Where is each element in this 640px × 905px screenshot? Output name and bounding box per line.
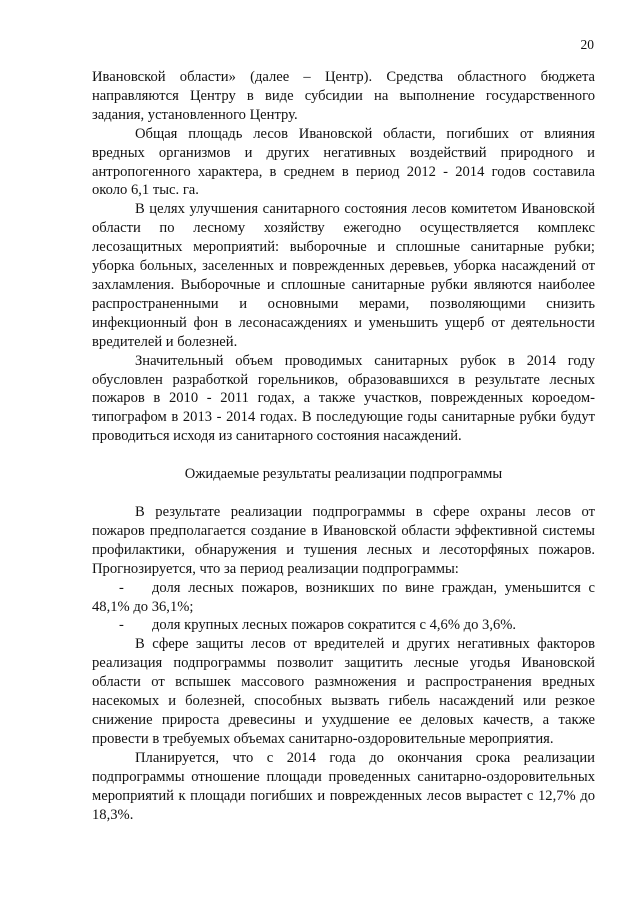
- list-item-text: доля лесных пожаров, возникших по вине граждан, уменьшится с 48,1% до 36,1%;: [92, 579, 595, 615]
- paragraph-sanitary-measures: В целях улучшения санитарного состояния лесов комитетом Ивановской области по лесному хозяйству ежегодно осуществляется комплекс лесозащитных мероприятий: выборочные и сплошные санитарные рубки; уборка больных, заселенных и поврежденных деревьев, уборка насаждений от захламления. Выборочные и сплошные санитарные рубки являются наиболее распространенными и основными мерами, позволяющими снизить инфекционный фон в лесонасаждениях и уменьшить ущерб от деятельности вредителей и болезней.: [92, 201, 595, 350]
- paragraph-planned-ratio: Планируется, что с 2014 года до окончания срока реализации подпрограммы отношение площади проведенных санитарно-оздоровительных мероприятий к площади погибших и поврежденных лесов вырастет с 12,7% до 18,3%.: [92, 749, 595, 823]
- paragraph-forest-area: Общая площадь лесов Ивановской области, погибших от влияния вредных организмов и других негативных воздействий природного и антропогенного характера, в среднем в период 2012 - 2014 годов составила около 6,1 тыс. га.: [92, 125, 595, 199]
- paragraph-pest-protection: В сфере защиты лесов от вредителей и других негативных факторов реализация подпрограммы позволит защитить лесные угодья Ивановской области от вспышек массового размножения и распространения вредных насекомых и болезней, способных вызвать гибель насаждений или резкое снижение прироста древесины и ухудшение ее деловых качеств, а также провести в требуемых объемах санитарно-оздоровительные мероприятия.: [92, 636, 595, 747]
- page-number: 20: [580, 37, 594, 52]
- paragraph-sanitary-cutting-volume: Значительный объем проводимых санитарных рубок в 2014 году обусловлен разработкой горельников, образовавшихся в результате лесных пожаров в 2010 - 2011 годах, а также участков, поврежденных короедом-типографом в 2013 - 2014 годах. В последующие годы санитарные рубки будут проводиться исходя из санитарного состояния насаждений.: [92, 352, 595, 445]
- section-heading: Ожидаемые результаты реализации подпрограммы: [184, 466, 503, 483]
- document-body: [92, 68, 595, 824]
- list-item-text: доля крупных лесных пожаров сократится с 4,6% до 3,6%.: [152, 617, 517, 634]
- paragraph-fire-protection: В результате реализации подпрограммы в сфере охраны лесов от пожаров предполагается создание в Ивановской области эффективной системы профилактики, обнаружения и тушения лесных и лесоторфяных пожаров. Прогнозируется, что за период реализации подпрограммы:: [92, 504, 595, 577]
- list-item: [92, 616, 595, 635]
- list-marker: -: [119, 617, 124, 634]
- list-item: [92, 579, 595, 617]
- list-marker: -: [119, 579, 124, 596]
- paragraph-continuation: Ивановской области» (далее – Центр). Средства областного бюджета направляются Центру в виде субсидии на выполнение государственного задания, установленного Центру.: [92, 69, 595, 123]
